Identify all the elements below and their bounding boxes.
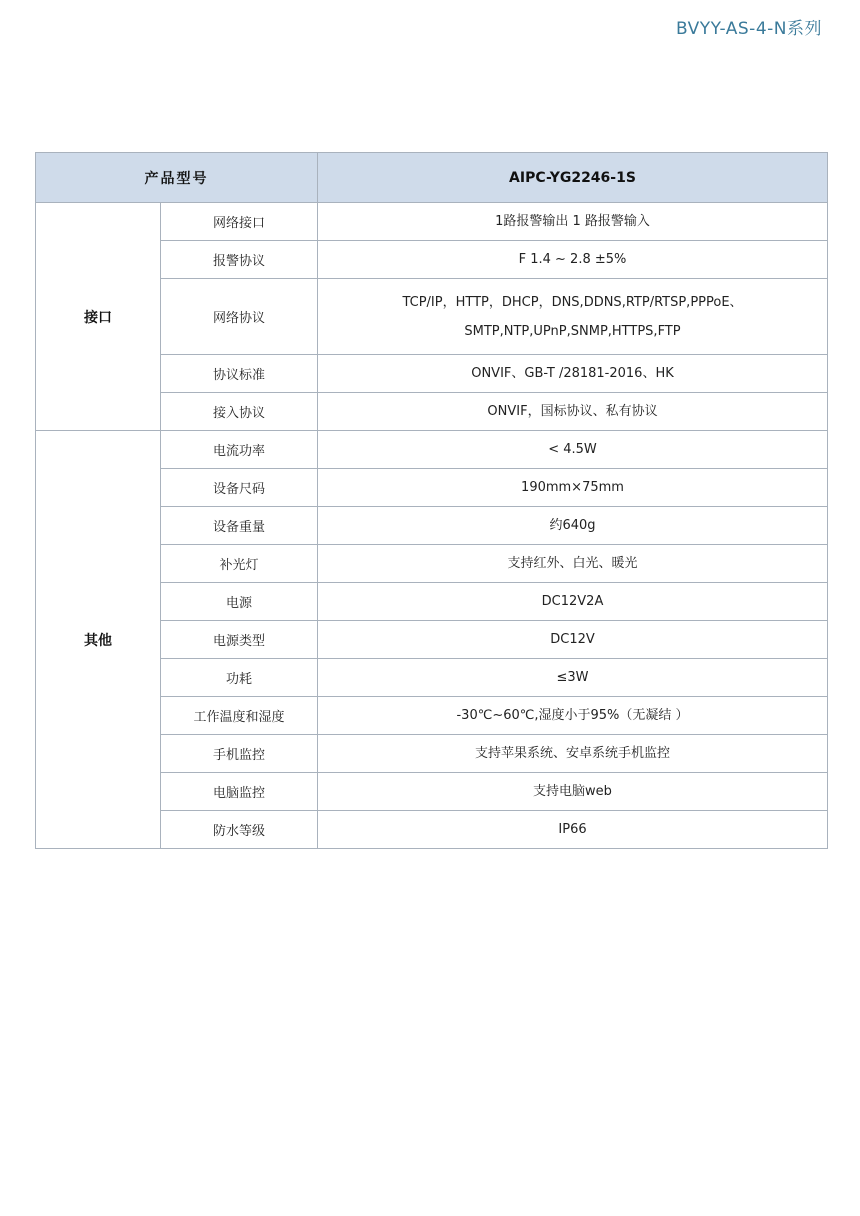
- spec-key: 接入协议: [161, 393, 318, 431]
- spec-value: [318, 203, 828, 241]
- spec-value-line: ONVIF、GB-T /28181-2016、HK: [471, 366, 674, 381]
- spec-key: 协议标准: [161, 355, 318, 393]
- spec-value: [318, 431, 828, 469]
- spec-value-line: 190mm×75mm: [521, 480, 624, 495]
- series-title: BVYY-AS-4-N系列: [675, 19, 822, 39]
- model-label: 产品型号: [36, 153, 318, 203]
- spec-value: [318, 583, 828, 621]
- spec-value: [318, 241, 828, 279]
- spec-key: 设备重量: [161, 507, 318, 545]
- spec-value-line: SMTP,NTP,UPnP,SNMP,HTTPS,FTP: [464, 323, 681, 339]
- spec-key: 网络协议: [161, 279, 318, 355]
- spec-key: 电流功率: [161, 431, 318, 469]
- spec-value: [318, 545, 828, 583]
- spec-value: [318, 621, 828, 659]
- spec-value-line: TCP/IP，HTTP，DHCP，DNS,DDNS,RTP/RTSP,PPPoE、: [402, 294, 743, 310]
- spec-value-line: ONVIF，国标协议、私有协议: [487, 404, 658, 419]
- spec-key: 防水等级: [161, 811, 318, 849]
- spec-table: [35, 152, 828, 849]
- spec-key: 设备尺码: [161, 469, 318, 507]
- spec-key: 电源: [161, 583, 318, 621]
- table-header-row: [36, 153, 828, 203]
- spec-key: 手机监控: [161, 735, 318, 773]
- spec-key: 报警协议: [161, 241, 318, 279]
- spec-key: 电源类型: [161, 621, 318, 659]
- spec-value: [318, 393, 828, 431]
- spec-key: 工作温度和湿度: [161, 697, 318, 735]
- spec-value-line: < 4.5W: [548, 442, 597, 457]
- spec-value-line: F 1.4 ~ 2.8 ±5%: [518, 252, 627, 267]
- table-row: [36, 431, 828, 469]
- spec-value-line: -30℃~60℃,湿度小于95%（无凝结 ）: [456, 708, 689, 723]
- table-row: [36, 203, 828, 241]
- spec-key: 补光灯: [161, 545, 318, 583]
- spec-value-line: IP66: [558, 822, 587, 837]
- spec-value-line: DC12V2A: [541, 594, 604, 609]
- spec-value: [318, 507, 828, 545]
- spec-value: [318, 469, 828, 507]
- group-label: 其他: [36, 431, 161, 849]
- spec-value: [318, 355, 828, 393]
- spec-value: [318, 279, 828, 355]
- spec-value-line: 支持电脑web: [533, 784, 612, 799]
- model-value: AIPC-YG2246-1S: [318, 153, 828, 203]
- spec-value-line: 支持苹果系统、安卓系统手机监控: [474, 746, 670, 761]
- group-label: 接口: [36, 203, 161, 431]
- spec-key: 电脑监控: [161, 773, 318, 811]
- spec-value: [318, 697, 828, 735]
- spec-value-line: DC12V: [550, 632, 595, 647]
- spec-key: 功耗: [161, 659, 318, 697]
- spec-value: [318, 659, 828, 697]
- spec-value: [318, 811, 828, 849]
- spec-value-line: 1路报警输出 1 路报警输入: [495, 214, 650, 229]
- spec-value-line: ≤3W: [556, 670, 589, 685]
- spec-value: [318, 735, 828, 773]
- spec-value-line: 支持红外、白光、暖光: [507, 556, 638, 571]
- spec-value-line: 约640g: [549, 518, 596, 533]
- spec-key: 网络接口: [161, 203, 318, 241]
- spec-value: [318, 773, 828, 811]
